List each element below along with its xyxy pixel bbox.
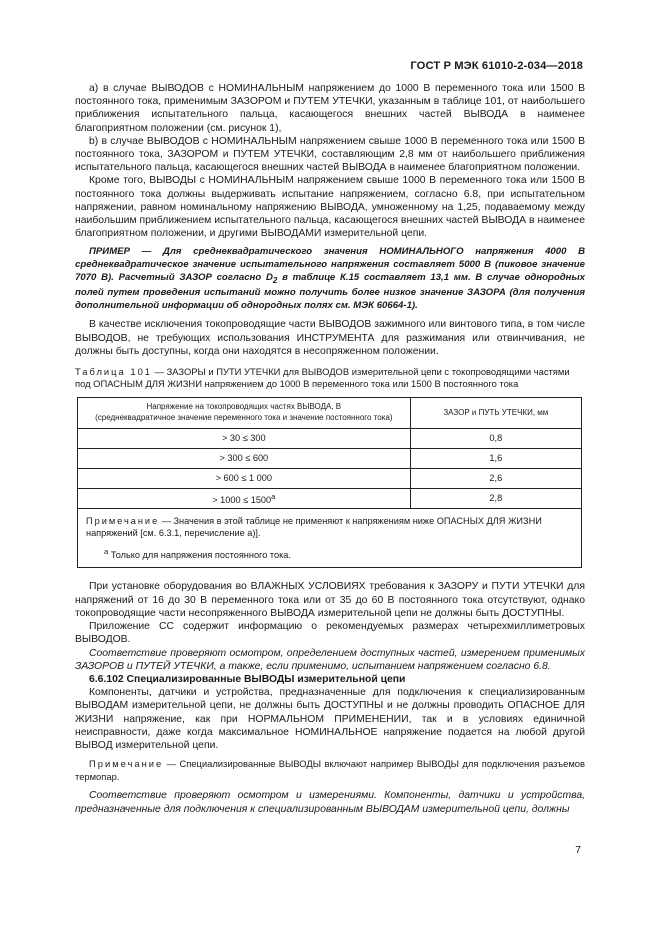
- paragraph-note: [75, 758, 585, 783]
- paragraph-a: а) в случае ВЫВОДОВ с НОМИНАЛЬНЫМ напряжением до 1000 В переменного тока или 1500 В постоянного тока, применимым ЗАЗОРОМ и ПУТЕМ УТЕЧКИ, указанным в таблице 101, от наибольшего приближения испытательного пальца, касающегося внешних частей ВЫВОДА в наименее благоприятном положении (см. рисунок 1),: [75, 83, 585, 134]
- paragraph-exception: В качестве исключения токопроводящие части ВЫВОДОВ зажимного или винтового типа, в том числе ВЫВОДОВ, не требующих использования ИНСТРУМЕНТА для разжимания или отвинчивания, не должны быть доступны, когда они находятся в несопряженном положении.: [75, 319, 585, 357]
- footnote-marker: a: [271, 491, 276, 501]
- table-row: [78, 468, 582, 488]
- table-footnote-text: Только для напряжения постоянного тока.: [108, 549, 291, 560]
- paragraph-compliance-1: Соответствие проверяют осмотром, определением доступных частей, измерением применимых ЗАЗОРОВ и ПУТЕЙ УТЕЧКИ, а также, если применимо, испытанием напряжением согласно 6.8.: [75, 647, 585, 672]
- paragraph-compliance-2: Соответствие проверяют осмотром и измерениями. Компоненты, датчики и устройства, предназначенные для подключения к специализированным ВЫВОДАМ измерительной цепи, должны: [75, 790, 585, 815]
- table-header-clearance: ЗАЗОР и ПУТЬ УТЕЧКИ, мм: [410, 397, 581, 428]
- standard-header: ГОСТ Р МЭК 61010-2-034—2018: [410, 60, 583, 72]
- table-cell-voltage: > 300 ≤ 600: [78, 448, 411, 468]
- paragraph-wet-conditions: При установке оборудования во ВЛАЖНЫХ УСЛОВИЯХ требования к ЗАЗОРУ и ПУТИ УТЕЧКИ для напряжений от 16 до 30 В переменного тока или от 35 до 60 В постоянного тока отсутствуют, однако токопроводящие части несопряженного ВЫВОДА измерительной цепи не должны быть ДОСТУПНЫ.: [75, 581, 585, 619]
- table-header-voltage-line1: Напряжение на токопроводящих частях ВЫВОДА, В: [146, 402, 342, 412]
- paragraph-additional: Кроме того, ВЫВОДЫ с НОМИНАЛЬНЫМ напряжением свыше 1000 В переменного тока или 1500 В постоянного тока должны выдерживать испытание напряжением, согласно 6.8, при испытательном напряжении, равном номинальному напряжению ВЫВОДА, умноженному на 1,25, подаваемому между наибольшим приближением испытательного пальца, касающегося внешних частей ВЫВОДА в наименее благоприятном положении, и другими ВЫВОДАМИ измерительной цепи.: [75, 175, 585, 240]
- table-note-cell: [78, 508, 582, 568]
- table-header-voltage-line2: (среднеквадратичное значение переменного тока и значение постоянного тока): [95, 412, 393, 422]
- note-label: Примечание: [89, 758, 164, 770]
- paragraph-b: b) в случае ВЫВОДОВ с НОМИНАЛЬНЫМ напряжением свыше 1000 В переменного тока или 1500 В постоянного тока, ЗАЗОРОМ и ПУТЕМ УТЕЧКИ, составляющим 2,8 мм от наибольшего приближения испытательного пальца, касающегося внешних частей ВЫВОДА в наименее благоприятном положении.: [75, 135, 585, 174]
- table-row: [78, 448, 582, 468]
- clearance-table: [77, 397, 582, 569]
- table-note-text: — Значения в этой таблице не применяют к напряжениям ниже ОПАСНЫХ ДЛЯ ЖИЗНИ напряжений [см. 6.3.1, перечисление а)].: [86, 515, 542, 539]
- paragraph-specialized: Компоненты, датчики и устройства, предназначенные для подключения к специализированным ВЫВОДАМ измерительной цепи, не должны быть ДОСТУПНЫ и не должны проводить ОПАСНОЕ ДЛЯ ЖИЗНИ напряжение, как при НОРМАЛЬНОМ ПРИМЕНЕНИИ, так и в условиях единичной неисправности, даже когда максимальное НОМИНАЛЬНОЕ напряжение подается на любой другой ВЫВОД измерительной цепи.: [75, 687, 585, 751]
- table-cell-voltage: > 30 ≤ 300: [78, 428, 411, 448]
- table-note-label: Примечание: [86, 515, 160, 526]
- note-text: — Специализированные ВЫВОДЫ включают например ВЫВОДЫ для подключения разъемов термопар.: [75, 758, 585, 782]
- table-caption-label: Таблица 101: [75, 365, 153, 377]
- example-text-b: в таблице К.15 составляет 13,1 мм. В случае однородных полей путем проведения испытаний можно получить более низкое значение ЗАЗОРА (для получения дополнительной информации об однородных полях см. МЭК 60664-1).: [75, 271, 585, 311]
- page-number: 7: [575, 845, 581, 856]
- table-note-row: [78, 508, 582, 568]
- table-header-voltage: [78, 397, 411, 428]
- table-caption: [75, 366, 585, 390]
- table-cell-value: 2,6: [410, 468, 581, 488]
- table-cell-voltage: > 600 ≤ 1 000: [78, 468, 411, 488]
- table-row: [78, 428, 582, 448]
- table-row: [78, 488, 582, 508]
- table-header-row: [78, 397, 582, 428]
- table-cell-voltage: [78, 488, 411, 508]
- paragraph-annex-cc: Приложение СС содержит информацию о рекомендуемых размерах четырехмиллиметровых ВЫВОДОВ.: [75, 621, 585, 646]
- table-cell-value: 2,8: [410, 488, 581, 508]
- table-caption-text: — ЗАЗОРЫ и ПУТИ УТЕЧКИ для ВЫВОДОВ измерительной цепи с токопроводящими частями под ОПАСНЫМ ДЛЯ ЖИЗНИ напряжением до 1000 В переменного тока или 1500 В постоянного тока: [75, 365, 570, 389]
- table-footnote-mark: a: [104, 546, 109, 556]
- example-subscript: 2: [272, 275, 278, 285]
- example-note: [75, 246, 585, 312]
- table-cell-value: 1,6: [410, 448, 581, 468]
- example-text-a: ПРИМЕР — Для среднеквадратического значения НОМИНАЛЬНОГО напряжения 4000 В среднеквадратическое значение испытательного напряжения составляет 5000 В (пиковое значение 7070 В). Расчетный ЗАЗОР согласно D: [75, 246, 585, 283]
- body-text: [75, 82, 585, 816]
- table-cell-voltage-text: > 1000 ≤ 1500: [212, 494, 272, 505]
- table-cell-value: 0,8: [410, 428, 581, 448]
- table-footnote: [86, 546, 573, 562]
- section-heading: 6.6.102 Специализированные ВЫВОДЫ измерительной цепи: [89, 673, 406, 685]
- table-note: [86, 515, 573, 540]
